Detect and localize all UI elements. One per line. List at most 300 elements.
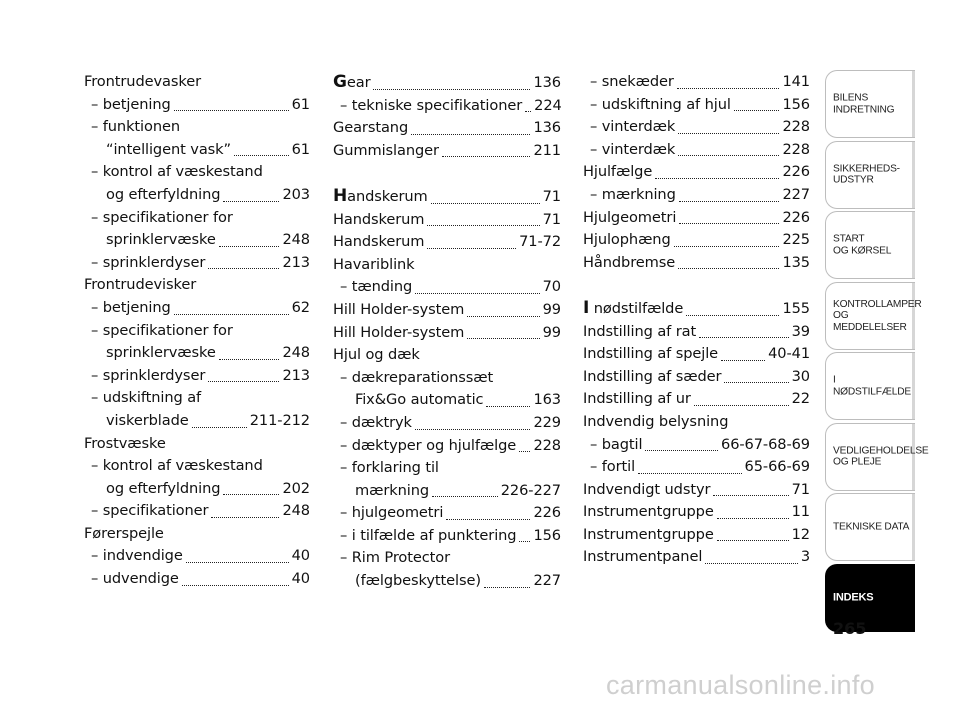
index-entry: [84, 229, 310, 252]
leader-dots: [484, 586, 530, 588]
entry-initial: G: [333, 72, 347, 92]
entry-text: – dækreparationssæt: [340, 368, 494, 386]
entry-label: [340, 412, 412, 435]
entry-page: 203: [282, 185, 310, 203]
entry-label: [106, 410, 189, 433]
entry-text: Instrumentgruppe: [583, 525, 714, 543]
entry-text: – kontrol af væskestand: [91, 163, 263, 181]
entry-label: [583, 388, 691, 411]
entry-page: 40-41: [768, 345, 810, 363]
entry-label: [91, 252, 205, 275]
entry-label: [590, 94, 731, 117]
index-entry: [333, 140, 561, 163]
entry-page: 71: [791, 480, 810, 498]
section-tab-label: INDEKS: [833, 590, 874, 603]
section-tab[interactable]: [825, 70, 915, 138]
leader-dots: [415, 428, 531, 430]
entry-page: 71: [542, 210, 561, 228]
entry-text: og efterfyldning: [106, 185, 221, 203]
entry-text: sprinklervæske: [106, 344, 216, 362]
entry-label: [91, 116, 180, 139]
section-tab[interactable]: [825, 282, 922, 350]
entry-page: 226-227: [500, 481, 561, 499]
entry-text: – tekniske specifikationer: [340, 96, 523, 114]
leader-dots: [219, 358, 280, 360]
leader-dots: [373, 88, 530, 90]
index-entry: [84, 94, 310, 117]
entry-text: Hill Holder-system: [333, 323, 465, 341]
leader-dots: [645, 449, 718, 451]
entry-page: 71-72: [519, 233, 561, 251]
index-entry: [333, 95, 561, 118]
entry-text: (fælgbeskyttelse): [355, 572, 481, 590]
index-entry: [84, 274, 310, 297]
leader-dots: [208, 380, 279, 382]
index-entry: [333, 389, 561, 412]
entry-label: [106, 478, 220, 501]
index-entry: [84, 387, 310, 410]
index-entry: [583, 456, 810, 479]
entry-label: [340, 276, 412, 299]
leader-dots: [699, 336, 789, 338]
entry-page: 99: [542, 300, 561, 318]
entry-label: [106, 184, 220, 207]
entry-text: Indstilling af sæder: [583, 367, 722, 385]
entry-text: – sprinklerdyser: [91, 253, 206, 271]
section-tab-label: START OG KØRSEL: [833, 233, 892, 256]
entry-page: 71: [542, 187, 561, 205]
index-entry: [84, 455, 310, 478]
entry-text: Indstilling af ur: [583, 390, 691, 408]
index-entry: [84, 71, 310, 94]
entry-label: [91, 455, 263, 478]
index-entry: [84, 139, 310, 162]
leader-dots: [486, 405, 530, 407]
entry-text: Hjulfælge: [583, 163, 653, 181]
index-entry: [583, 434, 810, 457]
entry-text: – dæktyper og hjulfælge: [340, 436, 517, 454]
index-entry: [333, 209, 561, 232]
entry-text: Hill Holder-system: [333, 300, 465, 318]
entry-page: 22: [791, 390, 810, 408]
leader-dots: [446, 518, 530, 520]
leader-dots: [679, 222, 779, 224]
entry-label: [333, 254, 415, 277]
entry-page: 136: [533, 119, 561, 137]
index-entry: [84, 523, 310, 546]
leader-dots: [223, 493, 279, 495]
entry-label: [355, 389, 483, 412]
leader-dots: [467, 337, 539, 339]
entry-label: [340, 367, 493, 390]
index-entry: [84, 116, 310, 139]
entry-text: – vinterdæk: [590, 118, 676, 136]
entry-text: – forklaring til: [340, 459, 439, 477]
entry-label: [590, 139, 675, 162]
entry-page: 227: [782, 185, 810, 203]
leader-dots: [427, 224, 539, 226]
leader-dots: [415, 292, 539, 294]
section-tab[interactable]: [825, 211, 915, 279]
entry-label: [583, 207, 676, 230]
entry-text: Hjulophæng: [583, 231, 671, 249]
entry-page: 40: [291, 570, 310, 588]
entry-text: Gummislanger: [333, 141, 439, 159]
entry-text: – udvendige: [91, 570, 179, 588]
index-column-1: [84, 71, 310, 591]
entry-text: Frostvæske: [84, 434, 166, 452]
leader-dots: [713, 494, 788, 496]
entry-initial: H: [333, 185, 348, 206]
entry-text: – betjening: [91, 298, 171, 316]
index-entry: [333, 457, 561, 480]
entry-page: 136: [533, 74, 561, 91]
index-column-2: [333, 71, 561, 593]
entry-page: 65-66-69: [744, 458, 810, 476]
entry-page: 39: [791, 322, 810, 340]
entry-label: [590, 434, 642, 457]
entry-text: – specifikationer for: [91, 208, 233, 226]
entry-text: – hjulgeometri: [340, 504, 444, 522]
entry-label: [583, 321, 696, 344]
entry-label: [583, 252, 675, 275]
leader-dots: [677, 87, 780, 89]
entry-text: sprinklervæske: [106, 231, 216, 249]
entry-label: [340, 95, 522, 118]
entry-label: [590, 71, 674, 94]
leader-dots: [432, 495, 498, 497]
leader-dots: [694, 404, 789, 406]
section-tabs: [825, 70, 929, 634]
index-entry: [333, 322, 561, 345]
entry-page: 228: [782, 140, 810, 158]
index-entry: [583, 524, 810, 547]
entry-page: 202: [282, 479, 310, 497]
entry-label: [333, 322, 464, 345]
entry-label: [340, 547, 450, 570]
entry-text: Frontrudevasker: [84, 73, 201, 90]
leader-dots: [427, 247, 516, 249]
watermark: carmanualsonline.info: [606, 670, 875, 700]
leader-dots: [717, 517, 789, 519]
index-entry: [583, 388, 810, 411]
index-entry: [583, 229, 810, 252]
entry-page: 211-212: [249, 411, 310, 429]
leader-dots: [208, 267, 279, 269]
index-entry: [84, 410, 310, 433]
entry-text: Instrumentgruppe: [583, 503, 714, 521]
entry-page: 11: [791, 503, 810, 521]
entry-initial: I: [583, 297, 590, 318]
section-tab-label: SIKKERHEDS- UDSTYR: [833, 163, 900, 186]
leader-dots: [655, 177, 779, 179]
entry-label: [106, 229, 216, 252]
index-entry: [84, 568, 310, 591]
index-entry: [583, 501, 810, 524]
leader-dots: [442, 155, 531, 157]
index-entry: [583, 479, 810, 502]
leader-dots: [174, 109, 289, 111]
entry-text: Indvendig belysning: [583, 412, 729, 430]
entry-label: [91, 387, 201, 410]
leader-dots: [219, 245, 280, 247]
section-tab[interactable]: [825, 493, 915, 561]
index-entry: [583, 411, 810, 434]
entry-text: Frontrudevisker: [84, 276, 197, 294]
index-entry: [583, 116, 810, 139]
leader-dots: [638, 472, 742, 474]
entry-label: [340, 525, 516, 548]
entry-label: [91, 94, 171, 117]
entry-label: [333, 231, 424, 254]
entry-text: og efterfyldning: [106, 479, 221, 497]
leader-dots: [431, 202, 540, 204]
entry-page: 227: [533, 572, 561, 590]
entry-page: 12: [791, 525, 810, 543]
index-entry: [333, 547, 561, 570]
entry-text: – funktionen: [91, 118, 181, 136]
entry-text: – betjening: [91, 95, 171, 113]
index-entry: [583, 252, 810, 275]
index-entry: [333, 299, 561, 322]
index-entry: [583, 321, 810, 344]
entry-label: [91, 320, 233, 343]
entry-label: [91, 207, 233, 230]
entry-text: – mærkning: [590, 185, 676, 203]
leader-dots: [678, 132, 779, 134]
leader-dots: [519, 540, 530, 542]
index-entry: [333, 254, 561, 277]
entry-label: [340, 457, 439, 480]
entry-text: Indstilling af rat: [583, 322, 697, 340]
leader-dots: [234, 154, 289, 156]
leader-dots: [525, 110, 531, 112]
index-entry: [583, 366, 810, 389]
entry-page: 248: [282, 231, 310, 249]
entry-text: Indstilling af spejle: [583, 345, 719, 363]
entry-label: [583, 161, 652, 184]
index-entry: [333, 525, 561, 548]
entry-label: [355, 480, 429, 503]
entry-page: 225: [782, 231, 810, 249]
entry-page: 163: [533, 391, 561, 409]
entry-text: – specifikationer: [91, 502, 209, 520]
entry-text: viskerblade: [106, 411, 189, 429]
entry-label: [583, 411, 728, 434]
index-entry: [583, 94, 810, 117]
index-entry: [333, 117, 561, 140]
entry-text: Hjul og dæk: [333, 346, 420, 364]
section-tab-label: VEDLIGEHOLDELSE OG PLEJE: [833, 445, 929, 468]
index-entry: [583, 343, 810, 366]
section-tab[interactable]: [825, 141, 915, 209]
entry-label: [333, 140, 439, 163]
entry-text: – indvendige: [91, 547, 183, 565]
page-number: 265: [833, 619, 867, 638]
entry-page: 156: [782, 95, 810, 113]
index-entry: [333, 435, 561, 458]
entry-label: [340, 502, 443, 525]
entry-text: – bagtil: [590, 435, 643, 453]
entry-page: 229: [533, 413, 561, 431]
index-entry: [333, 367, 561, 390]
entry-label: [91, 365, 205, 388]
entry-label: [590, 184, 676, 207]
entry-text: – kontrol af væskestand: [91, 457, 263, 475]
entry-label: [583, 501, 714, 524]
entry-label: [583, 343, 718, 366]
leader-dots: [678, 154, 779, 156]
entry-text: – udskiftning af: [91, 389, 202, 407]
leader-dots: [734, 109, 780, 111]
leader-dots: [192, 426, 247, 428]
entry-text: – snekæder: [590, 73, 674, 90]
index-entry: [84, 342, 310, 365]
entry-text: – fortil: [590, 458, 636, 476]
entry-text: Handskerum: [333, 210, 425, 228]
index-entry: [583, 207, 810, 230]
leader-dots: [686, 314, 779, 316]
leader-dots: [182, 584, 289, 586]
index-entry: [84, 297, 310, 320]
index-entry: [333, 185, 561, 209]
entry-text: – specifikationer for: [91, 321, 233, 339]
entry-label: [91, 161, 263, 184]
section-tab[interactable]: [825, 423, 929, 491]
leader-dots: [717, 539, 789, 541]
entry-label: [355, 570, 481, 593]
leader-dots: [679, 200, 780, 202]
entry-label: [583, 366, 721, 389]
entry-page: 226: [782, 163, 810, 181]
entry-text: ear: [346, 74, 371, 91]
index-entry: [84, 320, 310, 343]
entry-page: 155: [782, 299, 810, 317]
entry-page: 62: [291, 298, 310, 316]
leader-dots: [223, 200, 279, 202]
entry-page: 141: [782, 73, 810, 90]
leader-dots: [674, 245, 780, 247]
entry-page: 156: [533, 526, 561, 544]
index-entry: [84, 252, 310, 275]
entry-text: mærkning: [355, 481, 430, 499]
index-column-3: [583, 71, 810, 569]
entry-page: 226: [782, 208, 810, 226]
leader-dots: [211, 516, 279, 518]
entry-text: Gearstang: [333, 119, 409, 137]
index-entry: [333, 480, 561, 503]
leader-dots: [678, 267, 779, 269]
entry-label: [583, 546, 702, 569]
entry-text: “intelligent vask”: [106, 140, 231, 158]
entry-label: [84, 523, 164, 546]
entry-label: [91, 500, 208, 523]
index-entry: [583, 139, 810, 162]
leader-dots: [411, 133, 530, 135]
entry-label: [340, 435, 516, 458]
index-entry: [84, 500, 310, 523]
entry-label: [333, 209, 424, 232]
entry-label: [583, 524, 714, 547]
entry-page: 248: [282, 502, 310, 520]
index-entry: [333, 502, 561, 525]
entry-page: 99: [542, 323, 561, 341]
entry-label: [84, 274, 196, 297]
leader-dots: [467, 315, 539, 317]
entry-text: – udskiftning af hjul: [590, 95, 731, 113]
entry-page: 61: [291, 140, 310, 158]
index-entry: [583, 71, 810, 94]
entry-label: [91, 297, 171, 320]
entry-text: Hjulgeometri: [583, 208, 677, 226]
entry-page: 213: [282, 366, 310, 384]
index-entry: [583, 297, 810, 321]
leader-dots: [721, 359, 765, 361]
entry-text: – vinterdæk: [590, 140, 676, 158]
entry-page: 211: [533, 141, 561, 159]
entry-page: 61: [291, 95, 310, 113]
index-entry: [84, 161, 310, 184]
entry-label: [333, 185, 428, 209]
index-entry: [84, 433, 310, 456]
index-entry: [333, 344, 561, 367]
index-entry: [333, 412, 561, 435]
entry-label: [590, 116, 675, 139]
entry-label: [333, 344, 420, 367]
entry-label: [583, 479, 710, 502]
index-entry: [333, 276, 561, 299]
entry-label: [106, 342, 216, 365]
entry-page: 228: [533, 436, 561, 454]
entry-text: Indvendigt udstyr: [583, 480, 711, 498]
index-entry: [333, 231, 561, 254]
entry-label: [84, 71, 201, 94]
entry-text: Fix&Go automatic: [355, 391, 484, 409]
index-entry: [583, 161, 810, 184]
index-entry: [583, 546, 810, 569]
index-entry: [583, 184, 810, 207]
entry-page: 213: [282, 253, 310, 271]
entry-text: – dæktryk: [340, 413, 412, 431]
section-tab[interactable]: [825, 352, 915, 420]
leader-dots: [724, 381, 788, 383]
entry-label: [583, 229, 671, 252]
entry-label: [333, 117, 408, 140]
leader-dots: [705, 562, 798, 564]
section-tab-label: KONTROLLAMPER OG MEDDELELSER: [833, 298, 922, 333]
index-entry: [84, 545, 310, 568]
entry-text: nødstilfælde: [589, 299, 684, 317]
section-tab-label: TEKNISKE DATA: [833, 521, 910, 533]
entry-page: 70: [542, 278, 561, 296]
entry-label: [590, 456, 635, 479]
entry-page: 248: [282, 344, 310, 362]
leader-dots: [519, 450, 530, 452]
entry-label: [91, 568, 179, 591]
entry-text: – sprinklerdyser: [91, 366, 206, 384]
entry-label: [91, 545, 183, 568]
index-entry: [84, 478, 310, 501]
section-tab-label: I NØDSTILFÆLDE: [833, 374, 911, 397]
entry-page: 3: [800, 548, 810, 566]
entry-label: [106, 139, 231, 162]
entry-page: 228: [782, 118, 810, 136]
entry-page: 135: [782, 253, 810, 271]
entry-text: – Rim Protector: [340, 549, 451, 567]
leader-dots: [174, 313, 289, 315]
entry-text: Havariblink: [333, 255, 415, 273]
entry-label: [333, 299, 464, 322]
